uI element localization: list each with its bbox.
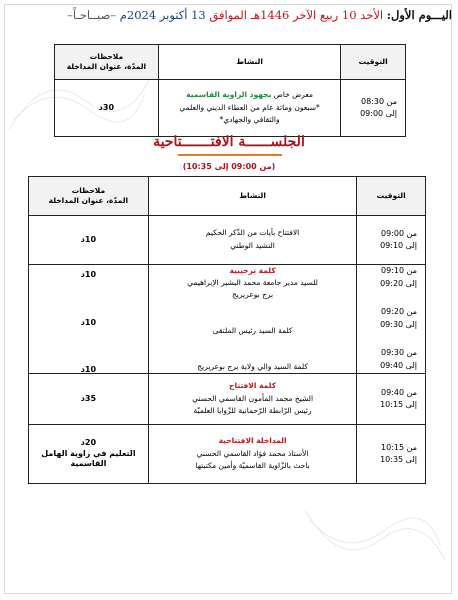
col-time-header: التوقيت — [357, 177, 426, 216]
activity-prefix: معرض خاص — [271, 89, 313, 99]
activity-line1: الشيخ محمد المأمون القاسمي الحسني — [192, 393, 314, 403]
notes-cell: 10د — [29, 216, 149, 265]
time-from: من 09:20 — [381, 307, 417, 317]
table-row — [29, 425, 426, 484]
activity-line3: والثقافي والجهادي* — [219, 115, 280, 125]
activity-line1: كلمة السيد والي ولاية برج بوعريريج — [197, 362, 308, 371]
day-label: اليـــوم الأول: — [386, 8, 452, 22]
time-to: إلى 09:40 — [380, 361, 417, 371]
col-notes-line1: ملاحظات — [71, 185, 106, 195]
day-text: الأحد 10 ربيع الآخر 1446هـ الموافق — [209, 8, 387, 22]
time-cell — [357, 374, 426, 425]
col-notes-header — [55, 45, 159, 80]
notes-cell: 35د — [29, 374, 149, 425]
activity-line1: كلمة السيد رئيس الملتقى — [212, 326, 293, 335]
time-from: من 08:30 — [361, 96, 397, 106]
tail-text: –صبــاحـاً– — [67, 8, 120, 22]
activity-heading: المداخلة الافتتاحية — [218, 435, 287, 445]
activity-cell — [148, 425, 357, 484]
col-notes-header — [29, 177, 149, 216]
notes-duration: 20د — [80, 437, 97, 447]
col-notes-line2: المدّة، عنوان المداخلة — [48, 196, 129, 205]
col-notes-line1: ملاحظات — [89, 51, 124, 61]
activity-cell — [148, 265, 357, 374]
table-row — [55, 80, 406, 137]
pre-session-table — [54, 44, 406, 137]
col-activity-header: النشاط — [148, 177, 357, 216]
section-title: الجلســــــة الافتـــــــتاحية — [153, 134, 305, 150]
col-time-header: التوقيت — [341, 45, 406, 80]
time-to: إلى 09:30 — [380, 320, 417, 329]
notes-cell — [29, 265, 149, 374]
time-from: من 09:00 — [381, 228, 417, 238]
time-from: من 09:10 — [381, 266, 417, 275]
notes-value: 10د — [80, 317, 97, 327]
activity-line2: النشيد الوطني — [230, 241, 275, 250]
time-cell — [357, 265, 426, 374]
activity-line2: *سبعون ومائة عام من العطاء الديني والعلمي — [179, 102, 320, 112]
time-cell — [357, 425, 426, 484]
time-to: إلى 10:15 — [380, 400, 417, 409]
activity-cell — [148, 216, 357, 265]
activity-line2: برج بوعريريج — [231, 290, 274, 299]
time-from: من 09:40 — [381, 387, 417, 397]
activity-line1: الأستاذ محمد فؤاد القاسمي الحسني — [196, 448, 309, 458]
table-header-row — [29, 177, 426, 216]
notes-cell — [29, 425, 149, 484]
col-activity-header: النشاط — [158, 45, 340, 80]
activity-heading: كلمة ترحيبية — [229, 266, 276, 275]
notes-value: 10د — [80, 270, 97, 279]
date-text: 13 أكتوبر 2024م — [119, 8, 210, 22]
notes-title: التعليم في زاوية الهامل القاسمية — [41, 448, 136, 469]
time-from: من 09:30 — [381, 348, 417, 358]
table-header-row — [55, 45, 406, 80]
activity-highlight: بجهود الزاوية القاسمية — [186, 89, 272, 99]
activity-line2: باحث بالزّاوية القاسميّة وأمين مكتبتها — [195, 461, 310, 471]
time-to: إلى 09:10 — [380, 241, 417, 250]
activity-heading: كلمة الافتتاح — [229, 380, 277, 390]
notes-cell: 30د — [55, 80, 159, 137]
notes-value: 10د — [80, 365, 97, 375]
time-to: إلى 10:35 — [380, 455, 417, 464]
activity-line1: الافتتاح بآيات من الذّكر الحكيم — [205, 228, 300, 238]
activity-cell — [158, 80, 340, 137]
time-from: من 10:15 — [381, 442, 417, 452]
ornament-right-bottom — [300, 500, 450, 580]
activity-cell — [148, 374, 357, 425]
time-to: إلى 09:00 — [360, 109, 397, 118]
opening-session-table — [28, 176, 426, 484]
time-cell — [357, 216, 426, 265]
activity-line1: للسيد مدير جامعة محمد البشير الإبراهيمي — [187, 278, 318, 287]
time-cell — [341, 80, 406, 137]
table-row — [29, 265, 426, 374]
day-header — [10, 8, 452, 22]
table-row — [29, 374, 426, 425]
activity-line2: رئيس الرّابطة الرّحمانية للزّوايا العلميّة — [193, 406, 312, 416]
col-notes-line2: المدّة، عنوان المداخلة — [66, 62, 147, 71]
section-subtitle: (من 09:00 إلى 10:35) — [182, 162, 276, 171]
time-to: إلى 09:20 — [380, 278, 417, 288]
section-underline — [178, 154, 282, 156]
